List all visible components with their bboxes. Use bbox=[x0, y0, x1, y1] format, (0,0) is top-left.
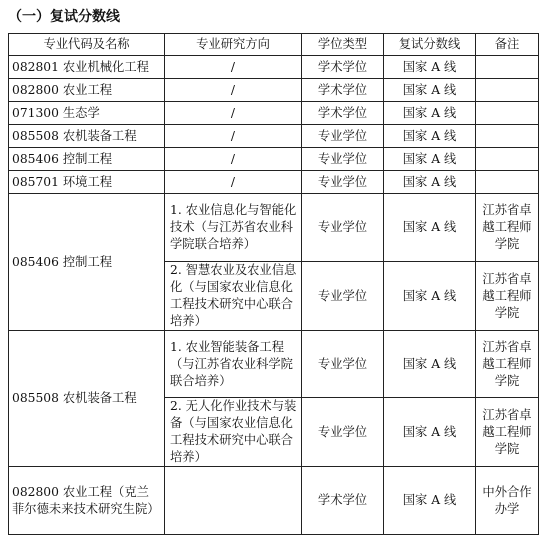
table-row bbox=[9, 102, 539, 125]
table-row bbox=[9, 194, 539, 262]
note-cell bbox=[476, 79, 539, 102]
major-cell: 085701 环境工程 bbox=[9, 171, 165, 194]
direction-cell bbox=[165, 262, 302, 331]
table-row bbox=[9, 148, 539, 171]
score-cell: 国家 A 线 bbox=[384, 171, 476, 194]
direction-cell: / bbox=[165, 56, 302, 79]
major-cell: 071300 生态学 bbox=[9, 102, 165, 125]
score-table bbox=[8, 33, 539, 535]
table-row bbox=[9, 467, 539, 535]
degree-cell: 专业学位 bbox=[302, 398, 384, 467]
major-cell: 082801 农业机械化工程 bbox=[9, 56, 165, 79]
degree-cell: 学术学位 bbox=[302, 467, 384, 535]
header-score: 复试分数线 bbox=[384, 34, 476, 56]
major-cell: 082800 农业工程 bbox=[9, 79, 165, 102]
score-cell: 国家 A 线 bbox=[384, 79, 476, 102]
degree-cell: 专业学位 bbox=[302, 331, 384, 398]
table-header-row bbox=[9, 34, 539, 56]
score-cell: 国家 A 线 bbox=[384, 102, 476, 125]
degree-cell: 学术学位 bbox=[302, 79, 384, 102]
direction-cell: / bbox=[165, 171, 302, 194]
note-cell: 江苏省卓越工程师学院 bbox=[476, 262, 539, 331]
degree-cell: 学术学位 bbox=[302, 56, 384, 79]
degree-cell: 专业学位 bbox=[302, 262, 384, 331]
direction-cell bbox=[165, 398, 302, 467]
note-cell: 江苏省卓越工程师学院 bbox=[476, 194, 539, 262]
table-row bbox=[9, 331, 539, 398]
note-cell: 江苏省卓越工程师学院 bbox=[476, 398, 539, 467]
direction-cell: / bbox=[165, 79, 302, 102]
direction-cell: / bbox=[165, 102, 302, 125]
table-row bbox=[9, 79, 539, 102]
degree-cell: 专业学位 bbox=[302, 171, 384, 194]
major-cell: 085508 农机装备工程 bbox=[9, 331, 165, 467]
score-cell: 国家 A 线 bbox=[384, 467, 476, 535]
degree-cell: 学术学位 bbox=[302, 102, 384, 125]
note-cell bbox=[476, 56, 539, 79]
direction-cell: / bbox=[165, 125, 302, 148]
score-cell: 国家 A 线 bbox=[384, 56, 476, 79]
direction-text: 1. 农业智能装备工程（与江苏省农业科学院联合培养） bbox=[170, 339, 293, 388]
score-cell: 国家 A 线 bbox=[384, 194, 476, 262]
direction-cell: / bbox=[165, 148, 302, 171]
direction-text: 2. 无人化作业技术与装备（与国家农业信息化工程技术研究中心联合培养） bbox=[170, 399, 297, 464]
header-note: 备注 bbox=[476, 34, 539, 56]
note-cell bbox=[476, 171, 539, 194]
table-row bbox=[9, 171, 539, 194]
table-row bbox=[9, 56, 539, 79]
direction-cell bbox=[165, 194, 302, 262]
score-cell: 国家 A 线 bbox=[384, 398, 476, 467]
score-cell: 国家 A 线 bbox=[384, 148, 476, 171]
header-direction: 专业研究方向 bbox=[165, 34, 302, 56]
major-cell: 085508 农机装备工程 bbox=[9, 125, 165, 148]
direction-cell bbox=[165, 331, 302, 398]
major-cell: 085406 控制工程 bbox=[9, 148, 165, 171]
section-title: （一）复试分数线 bbox=[8, 9, 120, 25]
table-row bbox=[9, 125, 539, 148]
direction-text: 1. 农业信息化与智能化技术（与江苏省农业科学院联合培养） bbox=[170, 203, 297, 251]
note-cell: 中外合作办学 bbox=[476, 467, 539, 535]
note-cell: 江苏省卓越工程师学院 bbox=[476, 331, 539, 398]
note-cell bbox=[476, 125, 539, 148]
major-cell: 085406 控制工程 bbox=[9, 194, 165, 331]
score-cell: 国家 A 线 bbox=[384, 331, 476, 398]
degree-cell: 专业学位 bbox=[302, 148, 384, 171]
score-cell: 国家 A 线 bbox=[384, 125, 476, 148]
header-degree: 学位类型 bbox=[302, 34, 384, 56]
note-cell bbox=[476, 148, 539, 171]
header-major: 专业代码及名称 bbox=[9, 34, 165, 56]
score-cell: 国家 A 线 bbox=[384, 262, 476, 331]
direction-text: 2. 智慧农业及农业信息化（与国家农业信息化工程技术研究中心联合培养） bbox=[170, 263, 297, 328]
degree-cell: 专业学位 bbox=[302, 125, 384, 148]
major-cell: 082800 农业工程（克兰菲尔德未来技术研究生院） bbox=[9, 467, 165, 535]
degree-cell: 专业学位 bbox=[302, 194, 384, 262]
note-cell bbox=[476, 102, 539, 125]
direction-cell bbox=[165, 467, 302, 535]
